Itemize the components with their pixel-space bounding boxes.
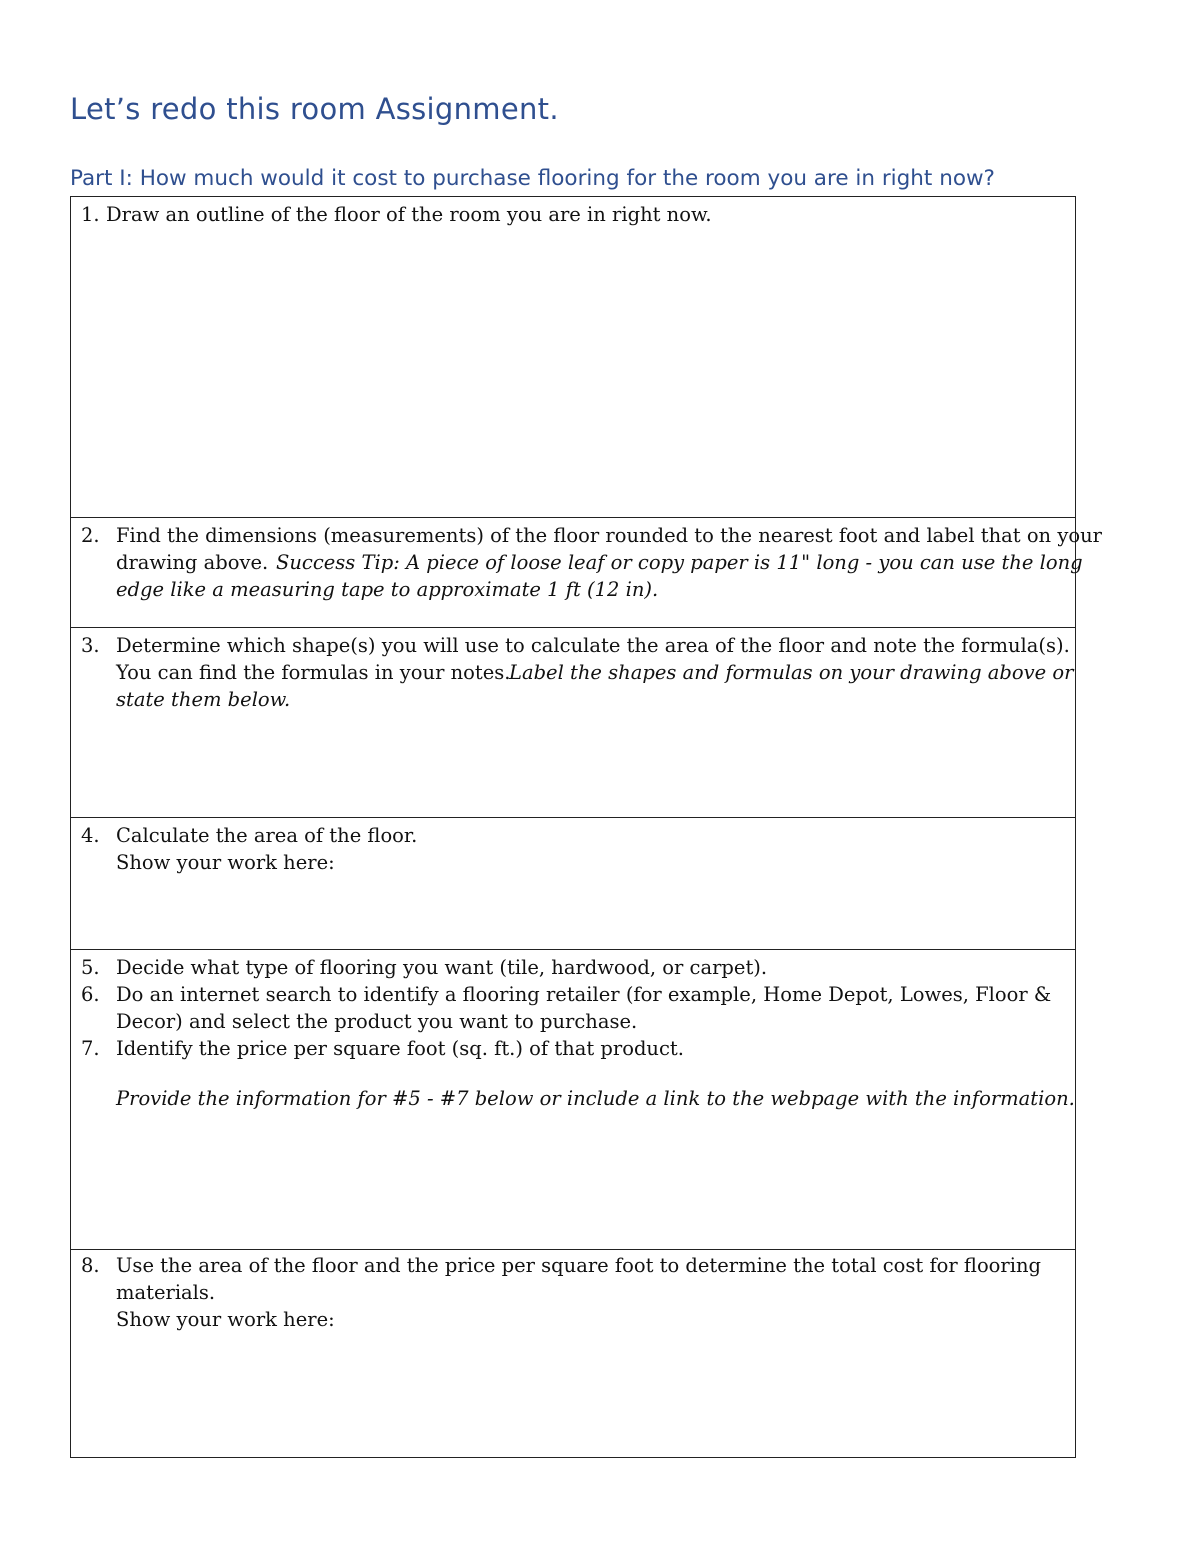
question-text: Find the dimensions (measurements) of the floor rounded to the nearest foot and label that on your xyxy=(116,524,1102,547)
question-text: Use the area of the floor and the price per square foot to determine the total cost for flooring xyxy=(116,1254,1042,1277)
question-text: You can find the formulas in your notes. xyxy=(116,661,511,684)
question-number: 3. xyxy=(81,634,100,657)
question-text: Calculate the area of the floor. xyxy=(116,824,418,847)
question-row-3 xyxy=(71,627,1075,817)
question-row-4 xyxy=(71,817,1075,949)
question-number: 2. xyxy=(81,524,100,547)
question-number: 8. xyxy=(81,1254,100,1277)
question-row-1 xyxy=(71,197,1075,517)
question-text: drawing above. xyxy=(116,551,269,574)
document-title: Let’s redo this room Assignment. xyxy=(70,92,559,126)
question-number: 6. xyxy=(81,983,100,1006)
question-text: Decor) and select the product you want to purchase. xyxy=(116,1010,638,1033)
question-number: 4. xyxy=(81,824,100,847)
question-row-5-7 xyxy=(71,949,1075,1249)
part-heading: Part I: How much would it cost to purchase flooring for the room you are in right now? xyxy=(70,166,995,191)
question-number: 1. xyxy=(81,203,100,226)
question-text: Do an internet search to identify a flooring retailer (for example, Home Depot, Lowes, Floor & xyxy=(116,983,1052,1006)
work-prompt: Show your work here: xyxy=(116,851,335,874)
work-prompt: Show your work here: xyxy=(116,1308,335,1331)
instruction-italic: state them below. xyxy=(116,688,291,711)
question-number: 5. xyxy=(81,956,100,979)
question-row-2 xyxy=(71,517,1102,627)
question-text: Draw an outline of the floor of the room you are in right now. xyxy=(106,203,712,226)
instruction-italic: Provide the information for #5 - #7 below or include a link to the webpage with the information. xyxy=(116,1087,1075,1110)
question-text: Identify the price per square foot (sq. ft.) of that product. xyxy=(116,1037,684,1060)
question-row-8 xyxy=(71,1249,1075,1457)
success-tip: Success Tip: A piece of loose leaf or copy paper is 11" long - you can use the long xyxy=(276,551,1083,574)
success-tip: edge like a measuring tape to approximate 1 ft (12 in). xyxy=(116,578,659,601)
question-number: 7. xyxy=(81,1037,100,1060)
question-text: Determine which shape(s) you will use to calculate the area of the floor and note the formula(s). xyxy=(116,634,1070,657)
instruction-italic: Label the shapes and formulas on your drawing above or xyxy=(509,661,1074,684)
question-text: Decide what type of flooring you want (tile, hardwood, or carpet). xyxy=(116,956,768,979)
question-text: materials. xyxy=(116,1281,216,1304)
worksheet-table xyxy=(70,196,1102,1458)
